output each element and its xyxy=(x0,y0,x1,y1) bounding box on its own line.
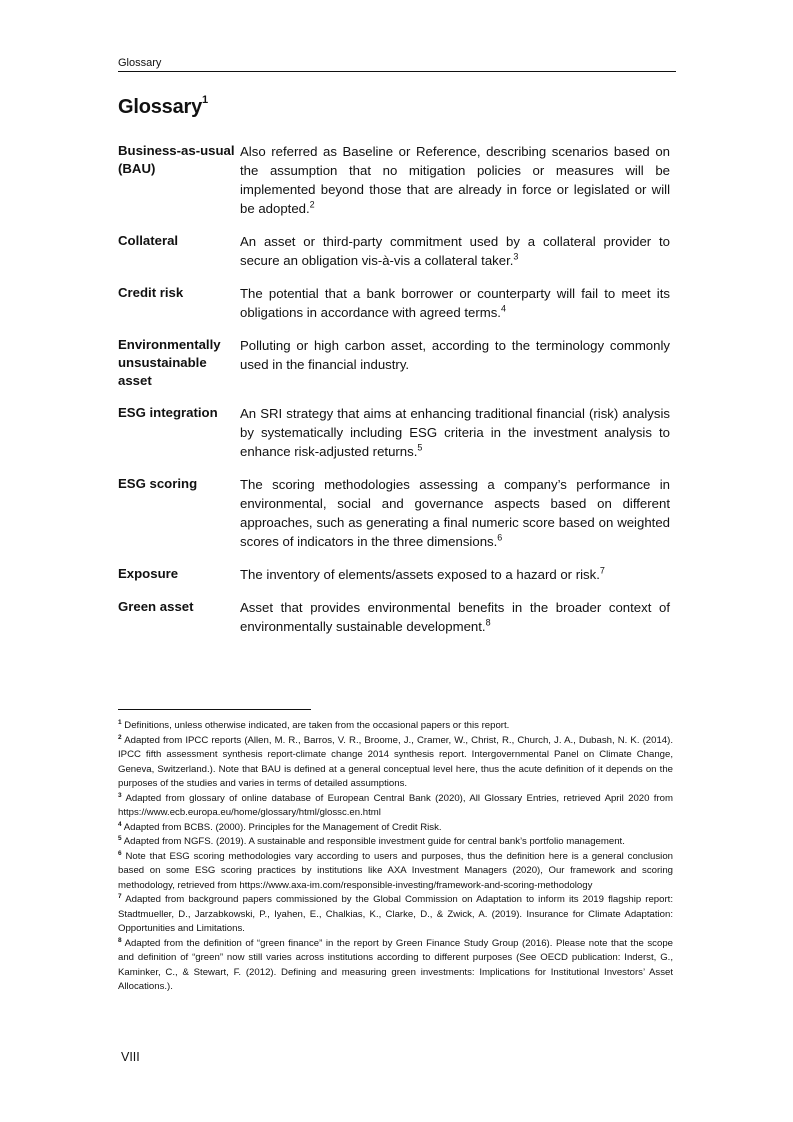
footnote-ref: 2 xyxy=(309,199,315,210)
definition-text: Also referred as Baseline or Reference, describing scenarios based on the assumption that no mitigation policies or measures will be implemented beyond those that are already in force or legislated or will be adopted. xyxy=(240,144,670,216)
footnote-number: 5 xyxy=(118,834,122,842)
glossary-term: ESG scoring xyxy=(118,476,198,491)
footnote-text: Adapted from the definition of “green finance” in the report by Green Finance Study Group (2016). Please note that the scope and definition of “green” now still varies across institutions according to different purposes (See OECD publication: Inderst, G., Kaminker, C., & Stewart, F. (2012). Defining and measuring green investments: Implications for Institutional Investors’ Asset Allocations.). xyxy=(118,937,673,992)
glossary-term: Credit risk xyxy=(118,285,184,300)
footnote-text: Adapted from BCBS. (2000). Principles for the Management of Credit Risk. xyxy=(123,821,442,833)
glossary-term: Environmentally unsustainable asset xyxy=(118,337,221,388)
footnote-ref: 5 xyxy=(417,442,423,453)
definition-text: The inventory of elements/assets exposed to a hazard or risk. xyxy=(240,567,600,582)
footnote-number: 6 xyxy=(118,849,122,857)
glossary-definition xyxy=(240,404,670,461)
definition-text: The potential that a bank borrower or counterparty will fail to meet its obligations in accordance with agreed terms. xyxy=(240,286,670,320)
footnote-text: Adapted from NGFS. (2019). A sustainable and responsible investment guide for central bank’s portfolio management. xyxy=(123,836,625,847)
footnotes xyxy=(118,719,673,995)
footnote xyxy=(118,719,673,734)
footnote xyxy=(118,821,673,836)
glossary-definition xyxy=(240,336,670,390)
footnote xyxy=(118,850,673,894)
glossary-term: Green asset xyxy=(118,599,194,614)
footnote-number: 7 xyxy=(118,892,122,900)
footnote-text: Adapted from IPCC reports (Allen, M. R., Barros, V. R., Broome, J., Cramer, W., Christ, R., Church, J. A., Dubash, N. K. (2014). IPCC fifth assessment synthesis report-climate change 2014 synthesis report. Intergovernmental Panel on Climate Change, Geneva, Switzerland.). Note that BAU is defined at a general conceptual level here, thus the acute definition of it depends on the purposes of the studies and varies in terms of detailed assumptions. xyxy=(118,734,673,789)
definition-text: The scoring methodologies assessing a company’s performance in environmental, social and governance aspects based on different approaches, such as generating a final numeric score based on weighted scores of indicators in the three dimensions. xyxy=(240,477,670,549)
glossary-entry xyxy=(118,142,670,218)
glossary-entry xyxy=(118,598,670,636)
footnote xyxy=(118,734,673,792)
definition-text: An asset or third-party commitment used by a collateral provider to secure an obligation vis-à-vis a collateral taker. xyxy=(240,234,670,268)
footnote-number: 8 xyxy=(118,936,122,944)
page-title xyxy=(118,96,208,119)
footnote-ref: 1 xyxy=(202,94,208,107)
definition-text: Polluting or high carbon asset, according to the terminology commonly used in the financial industry. xyxy=(240,338,670,372)
glossary-entry xyxy=(118,232,670,270)
glossary-entry xyxy=(118,404,670,461)
glossary-term: ESG integration xyxy=(118,405,218,420)
footnote-ref: 8 xyxy=(485,617,491,628)
page-title-text: Glossary xyxy=(118,96,203,118)
glossary-list xyxy=(118,142,670,650)
footnote xyxy=(118,937,673,995)
glossary-definition xyxy=(240,284,670,322)
footnote xyxy=(118,835,673,850)
glossary-definition xyxy=(240,142,670,218)
footnote-ref: 3 xyxy=(513,251,519,262)
glossary-entry xyxy=(118,475,670,551)
footnote-number: 1 xyxy=(118,718,122,726)
glossary-entry xyxy=(118,336,670,390)
footnote-ref: 7 xyxy=(599,565,605,576)
glossary-definition xyxy=(240,565,670,584)
footnote-text: Definitions, unless otherwise indicated, are taken from the occasional papers or this report. xyxy=(124,720,510,731)
footnote xyxy=(118,792,673,821)
page-number: VIII xyxy=(121,1050,140,1064)
footnote-text: Adapted from glossary of online database of European Central Bank (2020), All Glossary Entries, retrieved April 2020 from https://www.ecb.europa.eu/home/glossary/html/glossc.en.html xyxy=(118,792,673,818)
glossary-entry xyxy=(118,284,670,322)
glossary-term: Business-as-usual (BAU) xyxy=(118,143,235,176)
running-header: Glossary xyxy=(118,57,162,69)
glossary-term: Exposure xyxy=(118,566,179,581)
glossary-definition xyxy=(240,598,670,636)
glossary-definition xyxy=(240,232,670,270)
footnote-ref: 6 xyxy=(497,532,503,543)
footnote xyxy=(118,893,673,937)
glossary-definition xyxy=(240,475,670,551)
footnote-text: Note that ESG scoring methodologies vary according to users and purposes, thus the definition here is a general conclusion based on some ESG scoring practices by institutions like AXA Investment Managers (2020), Our framework and scoring methodology, retrieved from https://www.axa-im.com/responsible-investing/framework-and-scoring-methodology xyxy=(118,850,673,891)
footnote-number: 4 xyxy=(118,820,122,828)
header-divider xyxy=(118,71,676,72)
glossary-entry xyxy=(118,565,670,584)
definition-text: Asset that provides environmental benefits in the broader context of environmentally sustainable development. xyxy=(240,600,670,634)
footnote-text: Adapted from background papers commissioned by the Global Commission on Adaptation to inform its 2019 flagship report: Stadtmueller, D., Jarzabkowski, P., Iyahen, E., Chalkias, K., Clarke, D., & Zwick, A. (2019). Insurance for Climate Adaptation: Opportunities and Limitations. xyxy=(118,894,673,934)
footnote-number: 3 xyxy=(118,791,122,799)
definition-text: An SRI strategy that aims at enhancing traditional financial (risk) analysis by systematically including ESG criteria in the investment analysis to enhance risk-adjusted returns. xyxy=(240,406,670,459)
footnote-ref: 4 xyxy=(500,303,506,314)
footnote-separator xyxy=(118,709,311,710)
footnote-number: 2 xyxy=(118,733,122,741)
glossary-term: Collateral xyxy=(118,233,179,248)
